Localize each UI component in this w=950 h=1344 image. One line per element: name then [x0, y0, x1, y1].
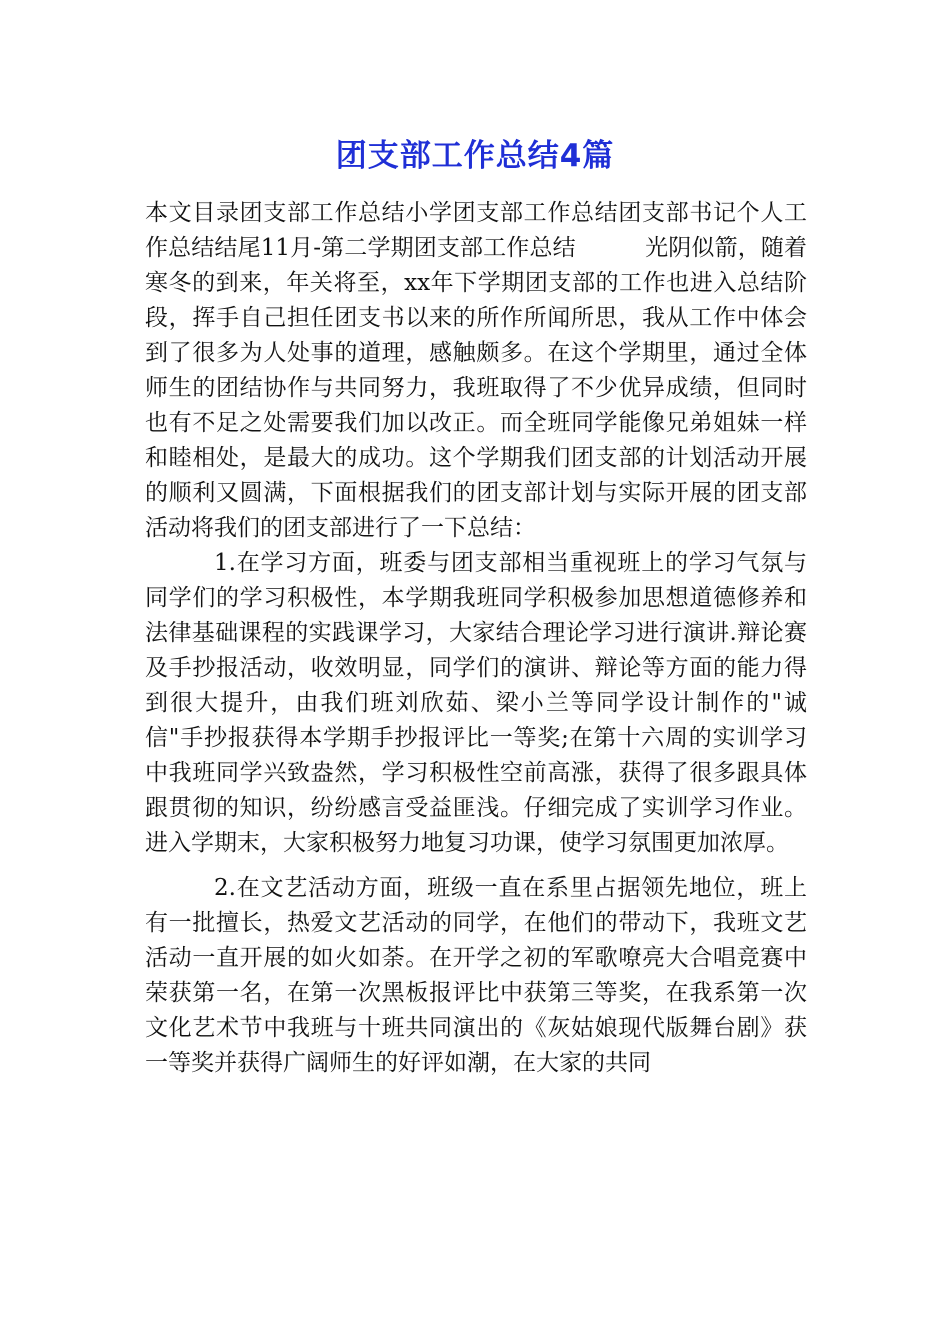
paragraph-arts: 2.在文艺活动方面，班级一直在系里占据领先地位，班上有一批擅长，热爱文艺活动的同学，在他们的带动下，我班文艺活动一直开展的如火如荼。在开学之初的军歌嘹亮大合唱竞赛中荣获第一名，在第一次黑板报评比中获第三等奖，在我系第一次文化艺术节中我班与十班共同演出的《灰姑娘现代版舞台剧》获一等奖并获得广阔师生的好评如潮，在大家的共同 [145, 875, 807, 1076]
document-title: 团支部工作总结4篇 [335, 138, 615, 174]
document-body [145, 196, 807, 1081]
intro-paragraph: 本文目录团支部工作总结小学团支部工作总结团支部书记个人工作总结结尾11月-第二学期团支部工作总结 光阴似箭，随着寒冬的到来，年关将至，xx年下学期团支部的工作也进入总结阶段，挥手自己担任团支书以来的所作所闻所思，我从工作中体会到了很多为人处事的道理，感触颇多。在这个学期里，通过全体师生的团结协作与共同努力，我班取得了不少优异成绩，但同时也有不足之处需要我们加以改正。而全班同学能像兄弟姐妹一样和睦相处，是最大的成功。这个学期我们团支部的计划活动开展的顺利又圆满，下面根据我们的团支部计划与实际开展的团支部活动将我们的团支部进行了一下总结： [145, 200, 807, 541]
paragraph-study: 1.在学习方面，班委与团支部相当重视班上的学习气氛与同学们的学习积极性，本学期我班同学积极参加思想道德修养和法律基础课程的实践课学习，大家结合理论学习进行演讲.辩论赛及手抄报活动，收效明显，同学们的演讲、辩论等方面的能力得到很大提升，由我们班刘欣茹、梁小兰等同学设计制作的"诚信"手抄报获得本学期手抄报评比一等奖;在第十六周的实训学习中我班同学兴致盎然，学习积极性空前高涨，获得了很多跟具体跟贯彻的知识，纷纷感言受益匪浅。仔细完成了实训学习作业。进入学期末，大家积极努力地复习功课，使学习氛围更加浓厚。 [145, 550, 807, 856]
